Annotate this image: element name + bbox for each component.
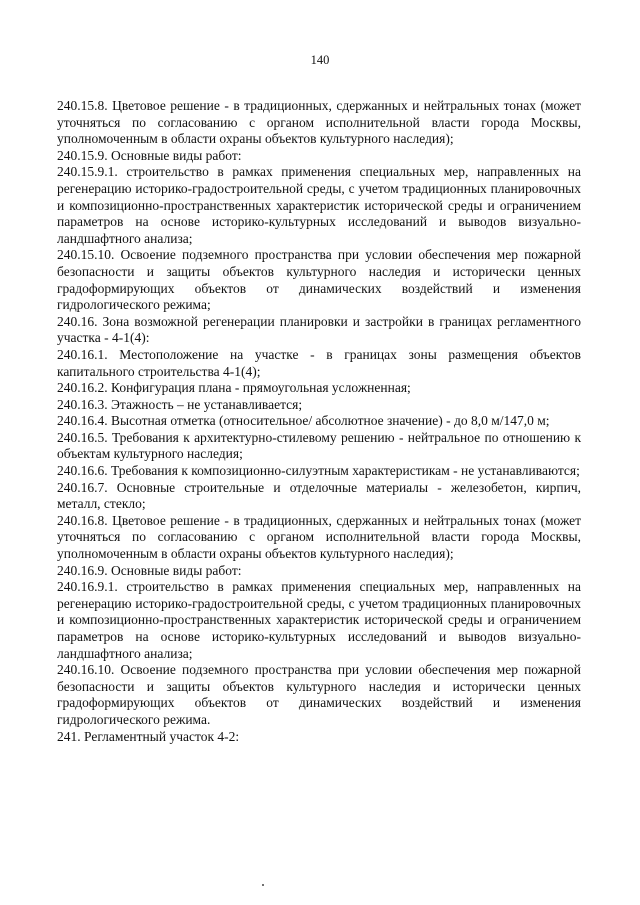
paragraph-240-16-9-1: 240.16.9.1. строительство в рамках применения специальных мер, направленных на регенерацию историко-градостроительной среды, с учетом традиционных планировочных и композиционно-пространственных характеристик исторической среды и ограничением параметров на основе историко-культурных исследований и выводов визуально-ландшафтного анализа; (57, 579, 581, 661)
page-number: 140 (310, 53, 330, 67)
paragraph-240-16-5: 240.16.5. Требования к архитектурно-стилевому решению - нейтральное по отношению к объектам культурного наследия; (57, 429, 581, 462)
paragraph-240-16-2: 240.16.2. Конфигурация плана - прямоугольная усложненная; (57, 380, 411, 396)
paragraph-240-16-3: 240.16.3. Этажность – не устанавливается; (57, 396, 303, 412)
paragraph-240-16-7: 240.16.7. Основные строительные и отделочные материалы - железобетон, кирпич, металл, стекло; (57, 479, 581, 512)
paragraph-240-15-10: 240.15.10. Освоение подземного пространства при условии обеспечения мер пожарной безопасности и защиты объектов культурного наследия и исторически ценных градоформирующих объектов от динамических воздействий и изменения гидрологического режима; (57, 247, 581, 313)
paragraph-241: 241. Регламентный участок 4-2: (57, 728, 240, 744)
paragraph-240-15-9: 240.15.9. Основные виды работ: (57, 147, 242, 163)
paragraph-240-16-8: 240.16.8. Цветовое решение - в традиционных, сдержанных и нейтральных тонах (может уточняться по согласованию с органом исполнительной власти города Москвы, уполномоченным в области охраны объектов культурного наследия); (57, 512, 581, 562)
document-body (57, 98, 581, 745)
paragraph-240-16-4: 240.16.4. Высотная отметка (относительное/ абсолютное значение) - до 8,0 м/147,0 м; (57, 413, 550, 429)
paragraph-240-16-6: 240.16.6. Требования к композиционно-силуэтным характеристикам - не устанавливаются; (57, 463, 580, 479)
paragraph-240-16-9: 240.16.9. Основные виды работ: (57, 562, 242, 578)
paragraph-240-16-10: 240.16.10. Освоение подземного пространства при условии обеспечения мер пожарной безопасности и защиты объектов культурного наследия и исторически ценных градоформирующих объектов от динамических воздействий и изменения гидрологического режима. (57, 662, 581, 727)
scan-speck (262, 884, 264, 886)
paragraph-240-16: 240.16. Зона возможной регенерации планировки и застройки в границах регламентного участка - 4-1(4): (57, 313, 581, 346)
paragraph-240-16-1: 240.16.1. Местоположение на участке - в границах зоны размещения объектов капитального строительства 4-1(4); (57, 346, 581, 379)
paragraph-240-15-8: 240.15.8. Цветовое решение - в традиционных, сдержанных и нейтральных тонах (может уточняться по согласованию с органом исполнительной власти города Москвы, уполномоченным в области охраны объектов культурного наследия); (57, 98, 581, 147)
paragraph-240-15-9-1: 240.15.9.1. строительство в рамках применения специальных мер, направленных на регенерацию историко-градостроительной среды, с учетом традиционных планировочных и композиционно-пространственных характеристик исторической среды и ограничением параметров на основе историко-культурных исследований и выводов визуально-ландшафтного анализа; (57, 164, 581, 246)
